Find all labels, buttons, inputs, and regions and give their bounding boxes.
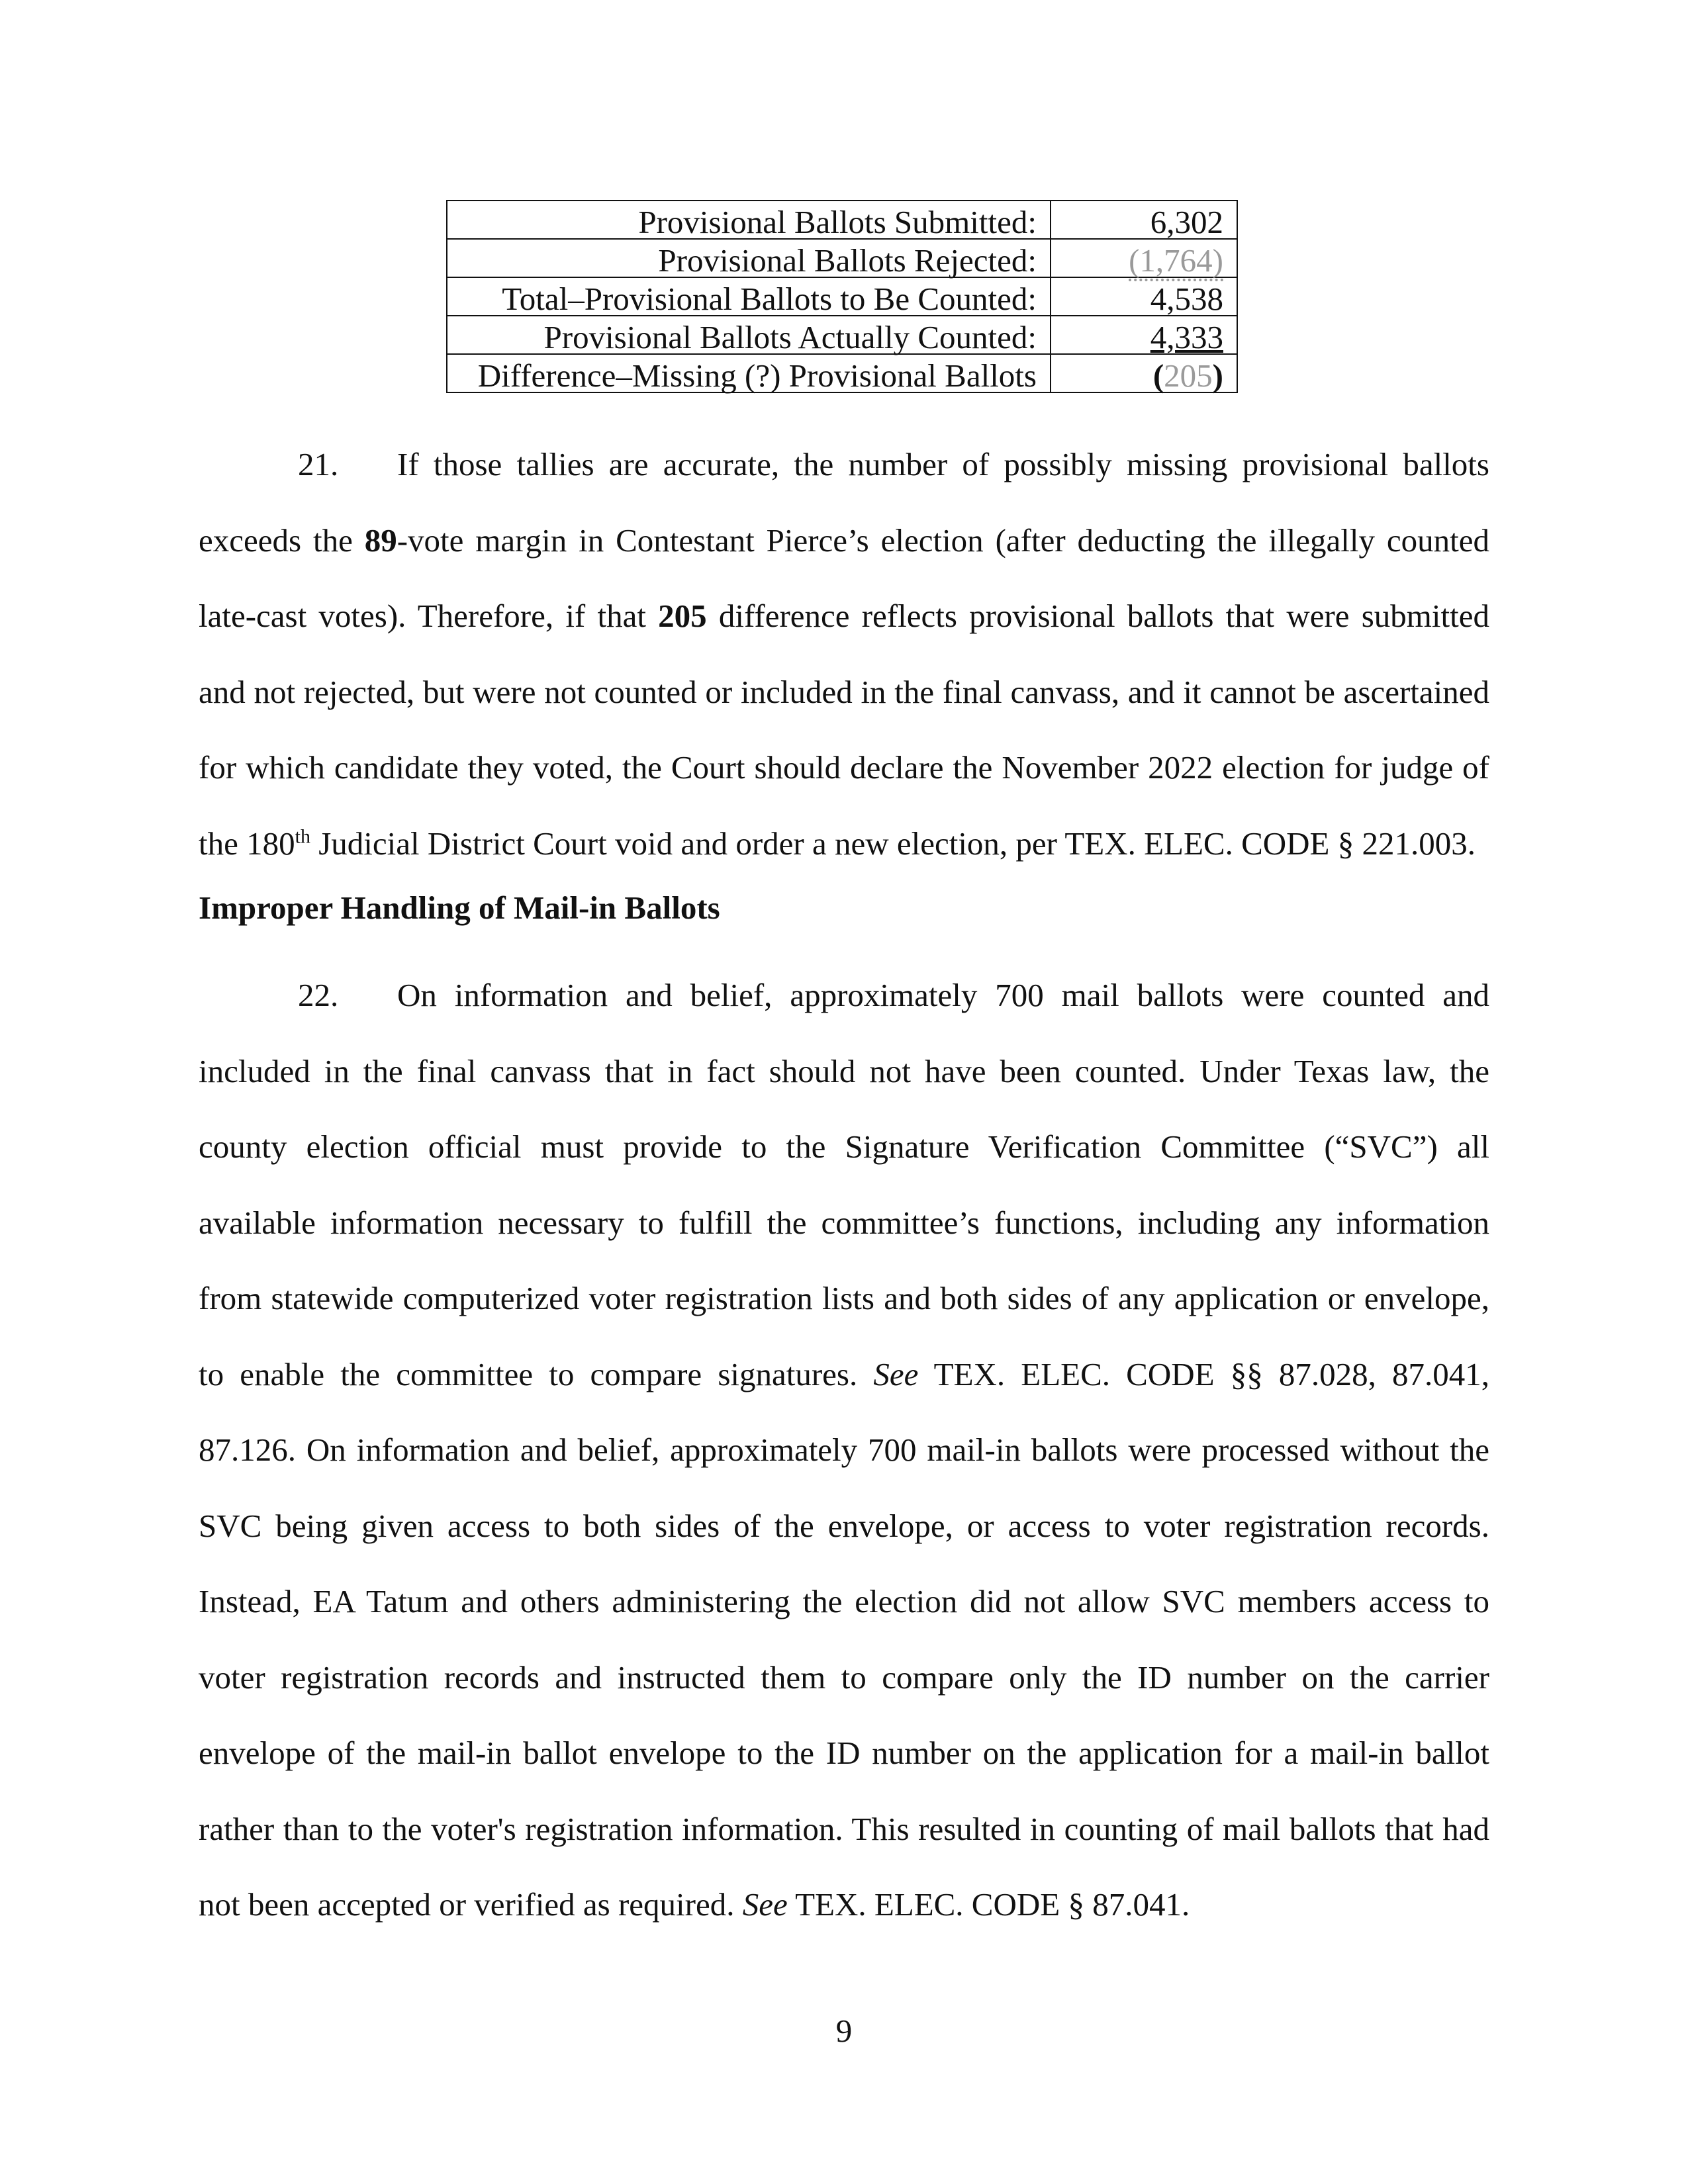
row-value bbox=[1051, 239, 1237, 277]
statute-citation: TEX. ELEC. CODE bbox=[1064, 825, 1330, 862]
table-row bbox=[447, 316, 1237, 354]
section-heading: Improper Handling of Mail-in Ballots bbox=[199, 889, 720, 926]
row-value bbox=[1051, 316, 1237, 354]
statute-citation: TEX. ELEC. CODE bbox=[787, 1886, 1060, 1923]
paragraph-22: 22. On information and belief, approximately 700 mail ballots were counted and included in the final canvass that in fact should not have been counted. Under Texas law, the county election official must provide to the Signature Verification Committee (“SVC”) all available information necessary to fulfill the committee’s functions, including any information from statewide computerized voter registration lists and both sides of any application or envelope, to enable the committee to compare signatures. See TEX. ELEC. CODE §§ 87.028, 87.041, 87.126. On information and belief, approximately 700 mail-in ballots were processed without the SVC being given access to both sides of the envelope, or access to voter registration records. Instead, EA Tatum and others administering the election did not allow SVC members access to voter registration records and instructed them to compare only the ID number on the carrier envelope of the mail-in ballot envelope to the ID number on the application for a mail-in ballot rather than to the voter's registration information. This resulted in counting of mail ballots that had not been accepted or verified as required. See TEX. ELEC. CODE § 87.041. bbox=[199, 958, 1489, 1943]
row-label: Total–Provisional Ballots to Be Counted: bbox=[447, 277, 1051, 316]
page-number: 9 bbox=[835, 2013, 853, 2049]
row-value: 6,302 bbox=[1051, 201, 1237, 239]
counted-value: 4,333 bbox=[1150, 319, 1223, 355]
provisional-ballots-table bbox=[446, 200, 1238, 393]
paragraph-21: 21. If those tallies are accurate, the number of possibly missing provisional ballots exceeds the 89-vote margin in Contestant Pierce’s election (after deducting the illegally counted late-cast votes). Therefore, if that 205 difference reflects provisional ballots that were submitted and not rejected, but were not counted or included in the final canvass, and it cannot be ascertained for which candidate they voted, the Court should declare the November 2022 election for judge of the 180th Judicial District Court void and order a new election, per TEX. ELEC. CODE § 221.003. bbox=[199, 427, 1489, 882]
row-label: Provisional Ballots Submitted: bbox=[447, 201, 1051, 239]
table-row bbox=[447, 201, 1237, 239]
paren-open: ( bbox=[1152, 357, 1164, 394]
row-label: Provisional Ballots Rejected: bbox=[447, 239, 1051, 277]
table-row bbox=[447, 277, 1237, 316]
row-label: Provisional Ballots Actually Counted: bbox=[447, 316, 1051, 354]
paragraph-number: 21. bbox=[298, 446, 339, 482]
row-value: 4,538 bbox=[1051, 277, 1237, 316]
table-row bbox=[447, 239, 1237, 277]
difference-value: 205 bbox=[1164, 357, 1213, 394]
paragraph-number: 22. bbox=[298, 977, 339, 1013]
paren-close: ) bbox=[1212, 357, 1223, 394]
row-value bbox=[1051, 354, 1237, 392]
rejected-value: (1,764) bbox=[1129, 242, 1223, 281]
row-label: Difference–Missing (?) Provisional Ballots bbox=[447, 354, 1051, 392]
table-row bbox=[447, 354, 1237, 392]
statute-citation: TEX. ELEC. CODE bbox=[918, 1355, 1215, 1392]
